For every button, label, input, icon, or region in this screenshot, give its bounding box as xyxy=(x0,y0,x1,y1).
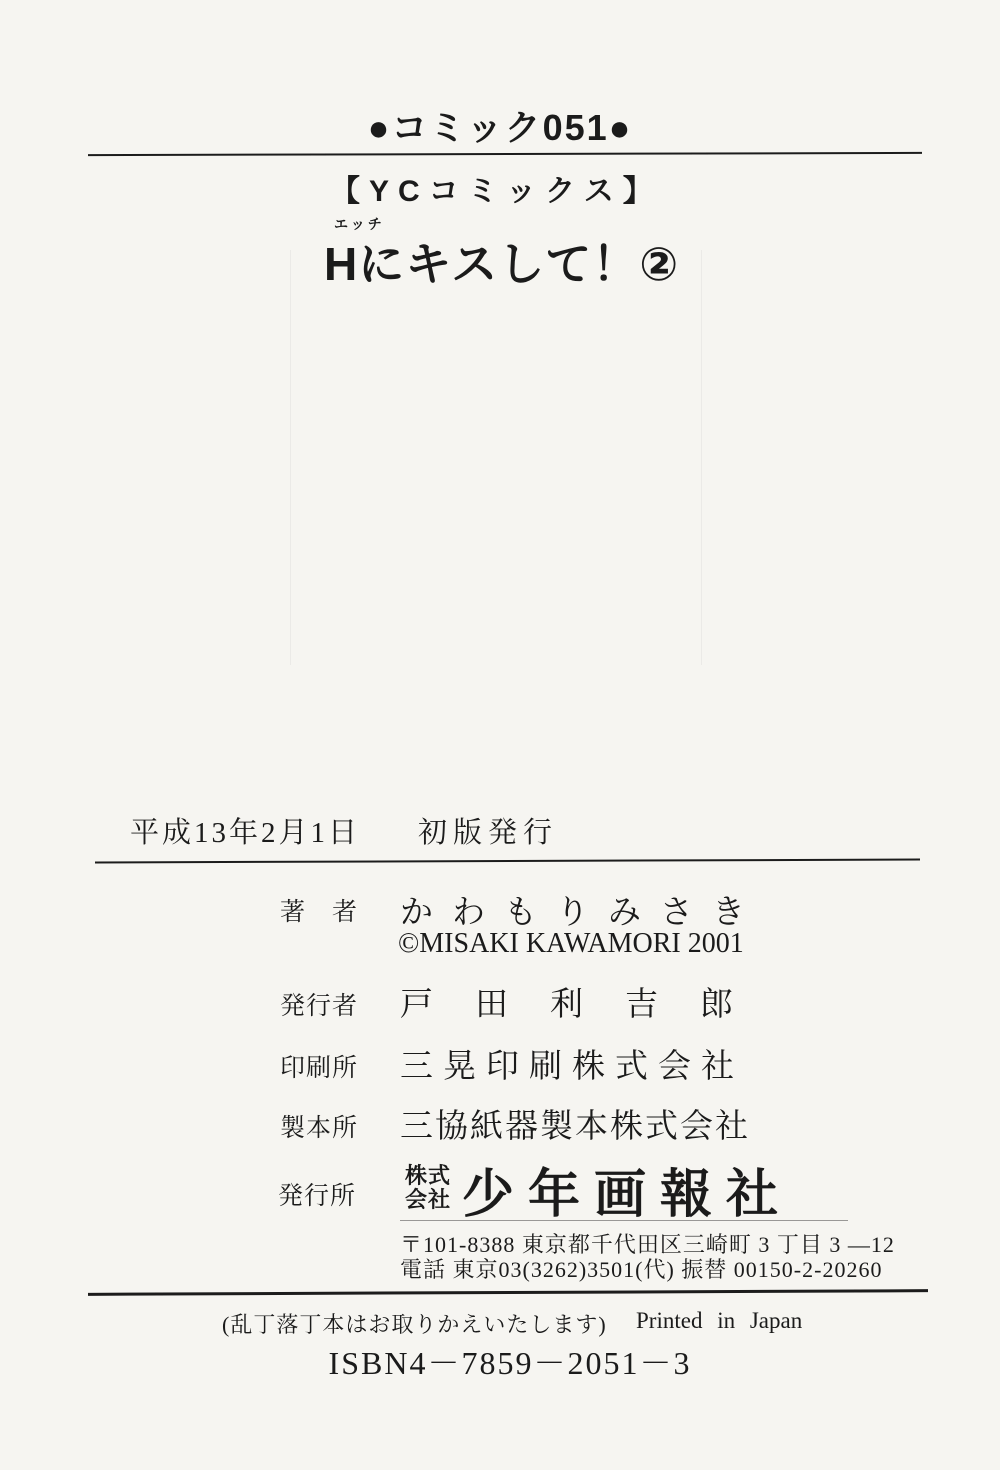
corporation-prefix-bottom: 会社 xyxy=(405,1187,452,1213)
edition-divider-line xyxy=(95,859,920,864)
imprint-label: 【YCコミックス】 xyxy=(330,175,662,208)
binder-label: 製本所 xyxy=(280,1115,359,1142)
author-label: 著 者 xyxy=(280,899,359,926)
series-code: ●コミック051● xyxy=(367,107,633,148)
binder-name: 三協紙器製本株式会社 xyxy=(400,1109,750,1145)
isbn-number: ISBN4－7859－2051－3 xyxy=(328,1345,692,1381)
corporation-prefix xyxy=(405,1164,451,1212)
publishing-company-label: 発行所 xyxy=(278,1183,357,1210)
publisher-contact: 電話 東京03(3262)3501(代) 振替 00150-2-20260 xyxy=(400,1257,883,1282)
replacement-note: (乱丁落丁本はお取りかえいたします) xyxy=(222,1312,607,1337)
copyright-notice: ©MISAKI KAWAMORI 2001 xyxy=(398,928,744,959)
title-furigana: エッチ xyxy=(334,216,385,232)
printer-name: 三晃印刷株式会社 xyxy=(400,1049,744,1085)
top-divider-line xyxy=(88,152,922,156)
edition-line xyxy=(130,810,558,851)
printer-label: 印刷所 xyxy=(280,1055,359,1082)
footer-divider-line xyxy=(88,1289,928,1296)
author-name: かわもりみさき xyxy=(400,895,764,931)
publication-date: 平成13年2月1日 xyxy=(130,817,361,849)
edition-label: 初版発行 xyxy=(418,817,559,849)
printed-in-japan: Printed in Japan xyxy=(636,1308,803,1333)
corporation-prefix-top: 株式 xyxy=(405,1163,452,1188)
publisher-person-label: 発行者 xyxy=(280,993,359,1020)
publisher-underline xyxy=(400,1220,848,1221)
publisher-address: 〒101-8388 東京都千代田区三崎町 3 丁目 3 ―12 xyxy=(400,1232,895,1257)
book-title: Hにキスして！② xyxy=(324,238,680,290)
publisher-person-name: 戸田利吉郎 xyxy=(400,987,775,1023)
show-through-artifact xyxy=(290,250,702,665)
publishing-company-name: 少年画報社 xyxy=(462,1166,793,1224)
